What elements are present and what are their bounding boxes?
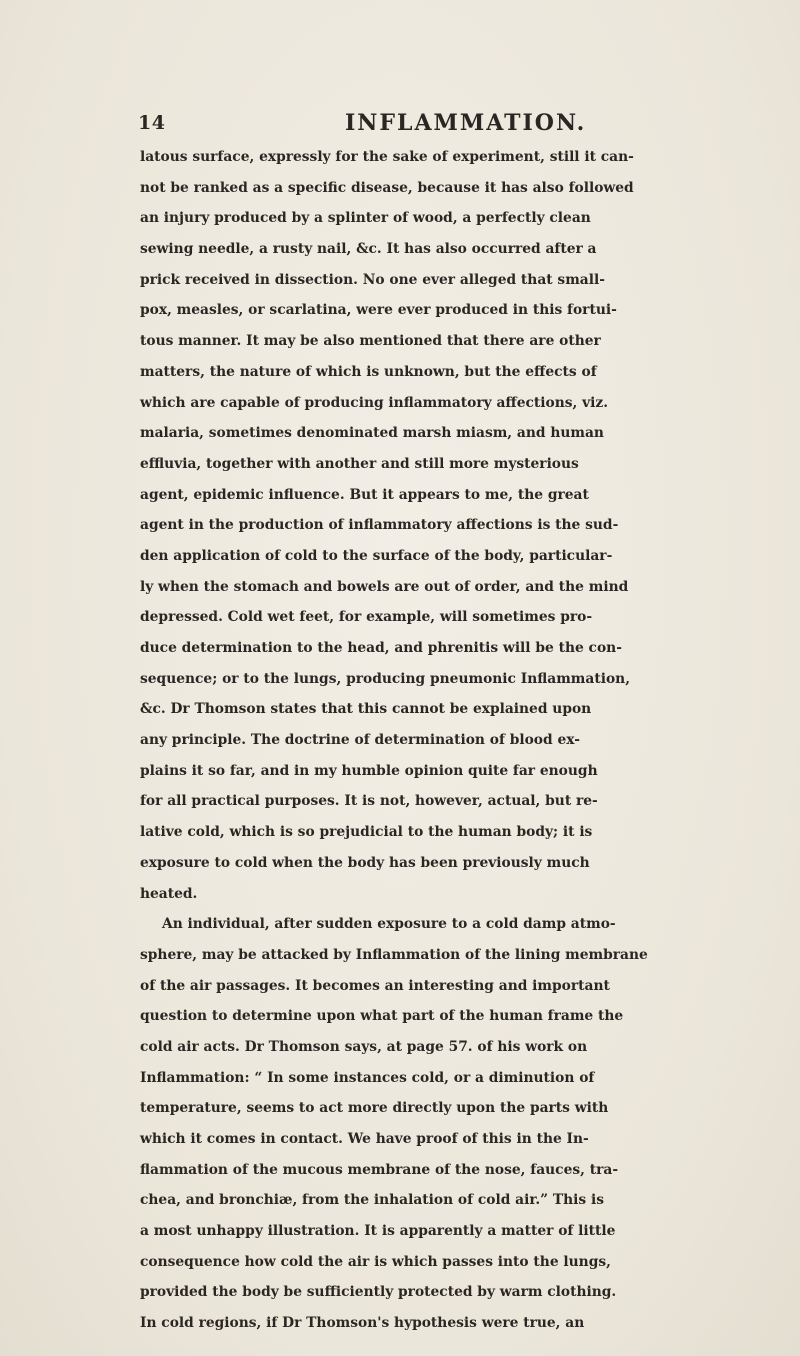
text-line: agent, epidemic influence. But it appears to me, the great	[140, 486, 589, 503]
text-line: depressed. Cold wet feet, for example, will sometimes pro-	[140, 609, 593, 626]
text-line: chea, and bronchiæ, from the inhalation of cold air.” This is	[140, 1192, 605, 1209]
text-line: provided the body be sufficiently protected by warm clothing.	[140, 1284, 617, 1301]
text-line: latous surface, expressly for the sake of experiment, still it can-	[140, 149, 634, 165]
text-line: &c. Dr Thomson states that this cannot be explained upon	[140, 701, 592, 718]
text-line: cold air acts. Dr Thomson says, at page 57. of his work on	[140, 1038, 588, 1055]
text-line: tous manner. It may be also mentioned that there are other	[140, 333, 601, 350]
text-line: Inflammation: “ In some instances cold, or a diminution of	[140, 1069, 595, 1086]
text-line: for all practical purposes. It is not, however, actual, but re-	[140, 793, 598, 810]
text-line: malaria, sometimes denominated marsh miasm, and human	[140, 425, 604, 442]
text-line: den application of cold to the surface of the body, particular-	[140, 547, 613, 564]
text-line: an injury produced by a splinter of wood, a perfectly clean	[140, 210, 591, 227]
body-text	[140, 142, 800, 1339]
text-line: In cold regions, if Dr Thomson's hypothesis were true, an	[140, 1315, 585, 1332]
text-line: effluvia, together with another and still more mysterious	[140, 455, 579, 472]
text-line: ly when the stomach and bowels are out of order, and the mind	[140, 578, 629, 595]
text-line: lative cold, which is so prejudicial to the human body; it is	[140, 824, 593, 841]
text-line: matters, the nature of which is unknown, but the effects of	[140, 363, 597, 380]
text-line: agent in the production of inflammatory affections is the sud-	[140, 517, 619, 534]
running-title: INFLAMMATION.	[345, 110, 587, 136]
text-line: heated.	[140, 885, 198, 902]
text-line: a most unhappy illustration. It is apparently a matter of little	[140, 1223, 616, 1240]
text-line: temperature, seems to act more directly upon the parts with	[140, 1100, 609, 1117]
paragraph-start-line: An individual, after sudden exposure to a cold damp atmo-	[162, 916, 616, 933]
text-line: duce determination to the head, and phrenitis will be the con-	[140, 640, 622, 656]
text-line: consequence how cold the air is which passes into the lungs,	[140, 1253, 611, 1270]
text-line: plains it so far, and in my humble opinion quite far enough	[140, 762, 598, 779]
text-line: sequence; or to the lungs, producing pneumonic Inflammation,	[140, 670, 630, 687]
text-line: which are capable of producing inflammatory affections, viz.	[140, 394, 609, 411]
text-line: not be ranked as a specific disease, because it has also followed	[140, 179, 634, 196]
text-line: of the air passages. It becomes an interesting and important	[140, 977, 610, 994]
text-line: which it comes in contact. We have proof of this in the In-	[140, 1131, 589, 1147]
page-header	[0, 112, 800, 144]
page-number: 14	[138, 112, 166, 134]
text-line: sewing needle, a rusty nail, &c. It has also occurred after a	[140, 241, 597, 258]
text-line: any principle. The doctrine of determination of blood ex-	[140, 732, 580, 749]
text-line: prick received in dissection. No one ever alleged that small-	[140, 271, 605, 288]
text-line: flammation of the mucous membrane of the nose, fauces, tra-	[140, 1161, 619, 1178]
text-line: pox, measles, or scarlatina, were ever produced in this fortui-	[140, 302, 617, 319]
text-line: sphere, may be attacked by Inflammation of the lining membrane	[140, 946, 648, 963]
text-line: exposure to cold when the body has been previously much	[140, 854, 590, 871]
text-line: question to determine upon what part of the human frame the	[140, 1008, 624, 1025]
